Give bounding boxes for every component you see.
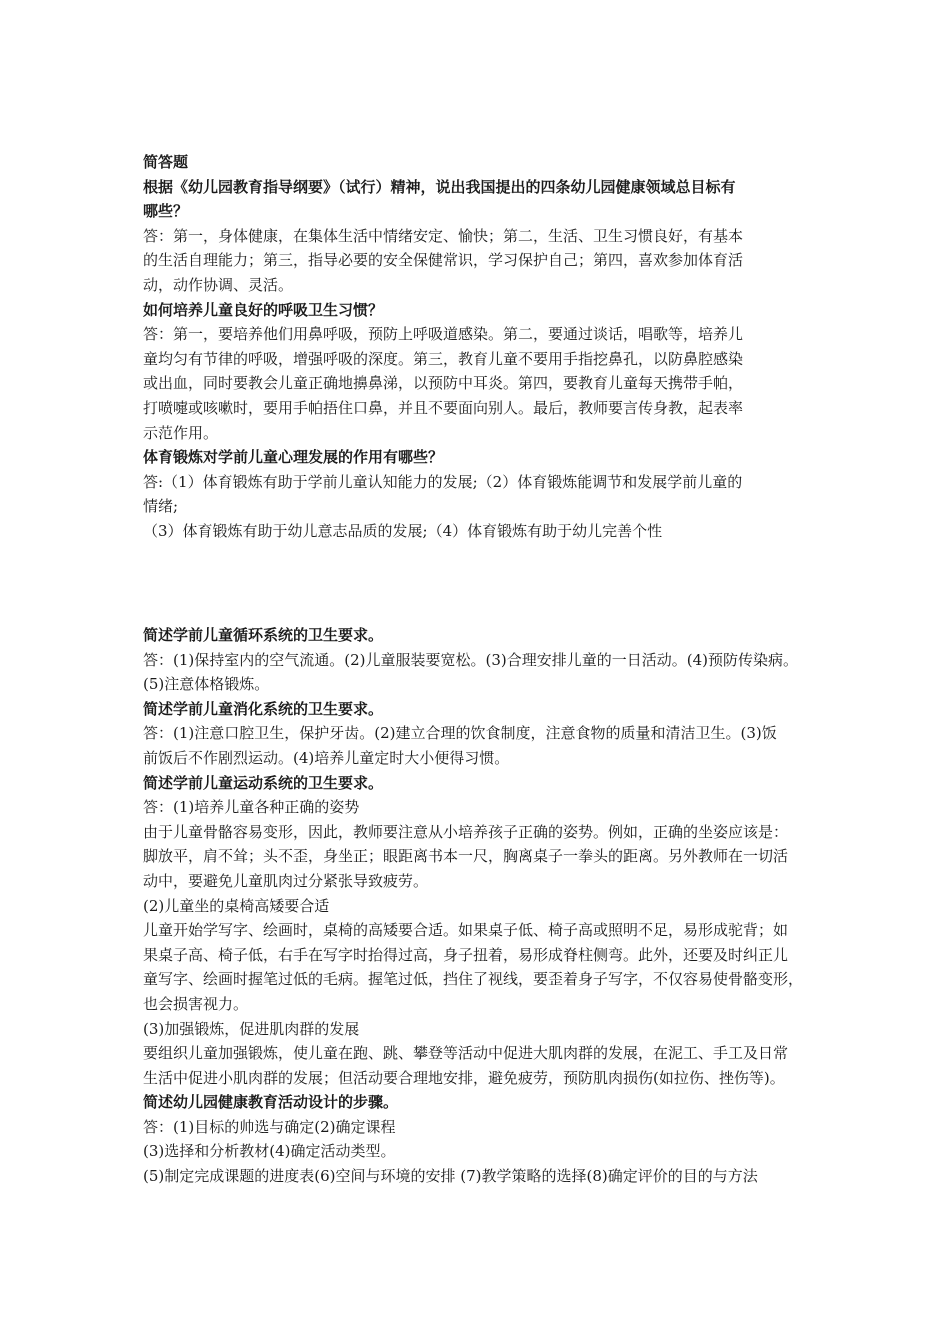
answer-line: (3)选择和分析教材(4)确定活动类型。 (143, 1142, 396, 1161)
answer-line: 童均匀有节律的呼吸，增强呼吸的深度。第三，教育儿童不要用手指挖鼻孔，以防鼻腔感染 (143, 349, 744, 368)
answer-line: 或出血，同时要教会儿童正确地擤鼻涕，以预防中耳炎。第四，要教育儿童每天携带手帕， (143, 374, 744, 393)
answer-line: 动，动作协调、灵活。 (143, 275, 294, 294)
answer-line: 脚放平，肩不耸；头不歪，身坐正；眼距离书本一尺，胸离桌子一拳头的距离。另外教师在一切活 (143, 847, 789, 866)
answer-2 (143, 322, 873, 445)
question-4: 简述学前儿童循环系统的卫生要求。 (143, 626, 384, 644)
answer-line: 动中，要避免儿童肌肉过分紧张导致疲劳。 (143, 871, 429, 890)
section-short-answer (143, 150, 873, 544)
answer-line: 要组织儿童加强锻炼，使儿童在跑、跳、攀登等活动中促进大肌肉群的发展，在泥工、手工及日常 (143, 1044, 789, 1063)
answer-line: (5)制定完成课题的进度表(6)空间与环境的安排 (7)教学策略的选择(8)确定评价的目的与方法 (143, 1167, 758, 1186)
answer-line: 答：(1)培养儿童各种正确的姿势 (143, 798, 360, 817)
answer-line: 情绪; (143, 497, 179, 516)
question-3: 体育锻炼对学前儿童心理发展的作用有哪些？ (143, 448, 444, 467)
answer-1 (143, 224, 873, 298)
answer-5 (143, 721, 873, 770)
question-line: 哪些？ (143, 202, 189, 221)
question-6: 简述学前儿童运动系统的卫生要求。 (143, 773, 384, 792)
answer-line: 答：第一，身体健康，在集体生活中情绪安定、愉快；第二，生活、卫生习惯良好，有基本 (143, 226, 744, 245)
answer-line: 示范作用。 (143, 423, 219, 442)
answer-line: 答：(1)注意口腔卫生，保护牙齿。(2)建立合理的饮食制度，注意食物的质量和清洁卫生。(3)饭 (143, 724, 777, 743)
answer-line: 童写字、绘画时握笔过低的毛病。握笔过低，挡住了视线，要歪着身子写字，不仅容易使骨骼变形， (143, 970, 804, 989)
answer-line: (3)加强锻炼，促进肌肉群的发展 (143, 1019, 360, 1038)
answer-line: 前饭后不作剧烈运动。(4)培养儿童定时大小便得习惯。 (143, 748, 510, 767)
answer-line: 的生活自理能力；第三，指导必要的安全保健常识，学习保护自己；第四，喜欢参加体育活 (143, 251, 744, 270)
answer-7 (143, 1115, 873, 1189)
answer-line: 由于儿童骨骼容易变形，因此，教师要注意从小培养孩子正确的姿势。例如，正确的坐姿应该是： (143, 822, 789, 841)
question-5: 简述学前儿童消化系统的卫生要求。 (143, 699, 384, 718)
section-heading: 简答题 (143, 153, 189, 171)
answer-line: 答：第一，要培养他们用鼻呼吸，预防上呼吸道感染。第二，要通过谈话，唱歌等，培养儿 (143, 325, 744, 344)
answer-line: 打喷嚏或咳嗽时，要用手帕捂住口鼻，并且不要面向别人。最后，教师要言传身教，起表率 (143, 398, 744, 417)
answer-line: （3）体育锻炼有助于幼儿意志品质的发展;（4）体育锻炼有助于幼儿完善个性 (143, 521, 663, 540)
answer-4 (143, 648, 873, 697)
question-7: 简述幼儿园健康教育活动设计的步骤。 (143, 1093, 399, 1112)
question-1 (143, 175, 873, 224)
answer-6 (143, 795, 873, 1090)
answer-line: (5)注意体格锻炼。 (143, 675, 270, 694)
answer-line: (2)儿童坐的桌椅高矮要合适 (143, 896, 330, 915)
answer-line: 答:（1）体育锻炼有助于学前儿童认知能力的发展;（2）体育锻炼能调节和发展学前儿童的 (143, 472, 743, 491)
answer-line: 也会损害视力。 (143, 994, 249, 1013)
answer-line: 答：(1)保持室内的空气流通。(2)儿童服装要宽松。(3)合理安排儿童的一日活动。(4)预防传染病。 (143, 650, 798, 669)
question-2: 如何培养儿童良好的呼吸卫生习惯？ (143, 300, 384, 319)
answer-line: 答：(1)目标的帅选与确定(2)确定课程 (143, 1117, 396, 1136)
answer-3 (143, 470, 873, 544)
section-hygiene-requirements (143, 623, 873, 1189)
answer-line: 果桌子高、椅子低，右手在写字时抬得过高，身子扭着，易形成脊柱侧弯。此外，还要及时纠正儿 (143, 945, 789, 964)
answer-line: 生活中促进小肌肉群的发展；但活动要合理地安排，避免疲劳，预防肌肉损伤(如拉伤、挫伤等)。 (143, 1068, 785, 1087)
question-line: 根据《幼儿园教育指导纲要》（试行）精神，说出我国提出的四条幼儿园健康领域总目标有 (143, 177, 736, 196)
answer-line: 儿童开始学写字、绘画时，桌椅的高矮要合适。如果桌子低、椅子高或照明不足，易形成驼背；如 (143, 921, 789, 940)
